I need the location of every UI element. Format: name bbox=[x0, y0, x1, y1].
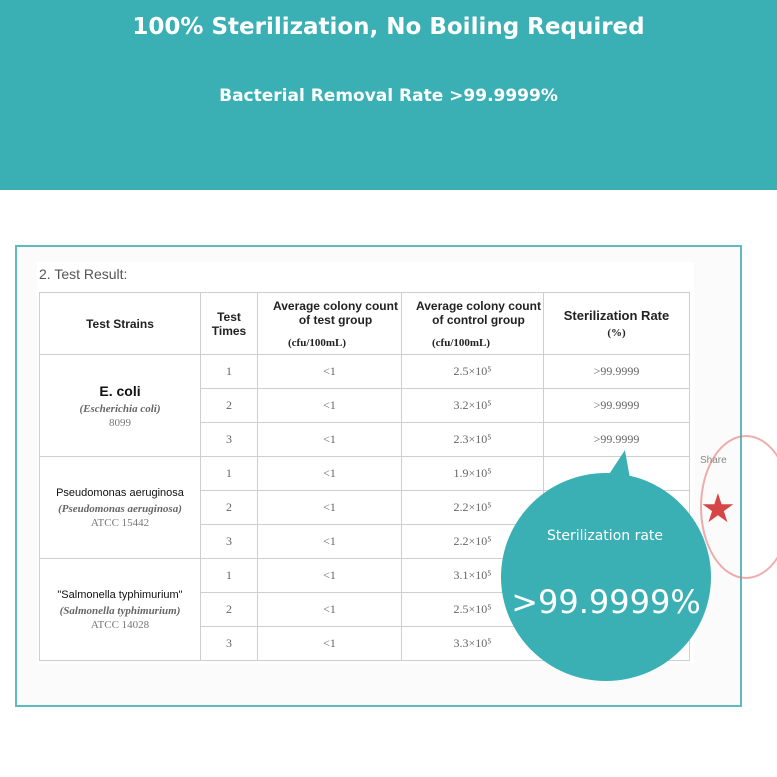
strain-cell bbox=[40, 355, 201, 457]
test-time-cell: 2 bbox=[201, 389, 258, 423]
test-time-cell: 3 bbox=[201, 627, 258, 661]
strain-name: "Salmonella typhimurium" bbox=[57, 588, 183, 601]
rate-cell: >99.9999 bbox=[544, 423, 690, 457]
header-banner bbox=[0, 0, 777, 190]
header-test-times: Test Times bbox=[201, 293, 258, 355]
test-group-cell: <1 bbox=[258, 355, 402, 389]
rate-cell: >99.9999 bbox=[544, 389, 690, 423]
rate-cell: >99.9999 bbox=[544, 355, 690, 389]
test-time-cell: 2 bbox=[201, 491, 258, 525]
share-label: Share bbox=[700, 455, 727, 466]
test-group-cell: <1 bbox=[258, 491, 402, 525]
result-heading: 2. Test Result: bbox=[39, 266, 128, 282]
test-group-cell: <1 bbox=[258, 423, 402, 457]
strain-code: ATCC 15442 bbox=[90, 516, 150, 529]
test-time-cell: 1 bbox=[201, 559, 258, 593]
table-row bbox=[40, 355, 690, 389]
header-control-group-unit: (cfu/100mL) bbox=[432, 336, 491, 349]
header-control-group-label: Average colony count of control group bbox=[416, 298, 541, 327]
header-sterilization-rate bbox=[544, 293, 690, 355]
test-time-cell: 1 bbox=[201, 457, 258, 491]
header-test-group bbox=[258, 293, 402, 355]
control-group-cell: 3.1×10⁵ bbox=[402, 559, 544, 593]
control-group-cell: 2.3×10⁵ bbox=[402, 423, 544, 457]
callout-label: Sterilization rate bbox=[546, 528, 664, 544]
header-test-group-unit: (cfu/100mL) bbox=[288, 336, 347, 349]
callout-value: >99.9999% bbox=[511, 583, 701, 621]
test-time-cell: 3 bbox=[201, 525, 258, 559]
strain-latin-name: (Salmonella typhimurium) bbox=[59, 604, 181, 617]
test-group-cell: <1 bbox=[258, 389, 402, 423]
banner-subtitle: Bacterial Removal Rate >99.9999% bbox=[219, 86, 558, 106]
control-group-cell: 2.5×10⁵ bbox=[402, 355, 544, 389]
strain-name: E. coli bbox=[99, 382, 141, 399]
strain-cell bbox=[40, 559, 201, 661]
control-group-cell: 2.5×10⁵ bbox=[402, 593, 544, 627]
strain-code: 8099 bbox=[109, 416, 131, 429]
header-rate-unit: (%) bbox=[607, 327, 626, 339]
strain-cell bbox=[40, 457, 201, 559]
star-icon: ★ bbox=[700, 487, 736, 531]
control-group-cell: 2.2×10⁵ bbox=[402, 491, 544, 525]
test-group-cell: <1 bbox=[258, 627, 402, 661]
test-group-cell: <1 bbox=[258, 559, 402, 593]
control-group-cell: 2.2×10⁵ bbox=[402, 525, 544, 559]
table-header-row bbox=[40, 293, 690, 355]
header-control-group bbox=[402, 293, 544, 355]
strain-code: ATCC 14028 bbox=[90, 618, 150, 631]
banner-title: 100% Sterilization, No Boiling Required bbox=[132, 14, 645, 40]
strain-latin-name: (Pseudomonas aeruginosa) bbox=[58, 502, 182, 515]
test-group-cell: <1 bbox=[258, 525, 402, 559]
strain-latin-name: (Escherichia coli) bbox=[79, 402, 161, 415]
control-group-cell: 3.3×10⁵ bbox=[402, 627, 544, 661]
header-rate-label: Sterilization Rate bbox=[563, 308, 670, 323]
test-time-cell: 3 bbox=[201, 423, 258, 457]
test-time-cell: 1 bbox=[201, 355, 258, 389]
strain-name: Pseudomonas aeruginosa bbox=[56, 486, 184, 499]
test-time-cell: 2 bbox=[201, 593, 258, 627]
header-test-strains: Test Strains bbox=[40, 293, 201, 355]
header-test-group-label: Average colony count of test group bbox=[273, 298, 398, 327]
test-group-cell: <1 bbox=[258, 457, 402, 491]
control-group-cell: 1.9×10⁵ bbox=[402, 457, 544, 491]
test-group-cell: <1 bbox=[258, 593, 402, 627]
callout-bubble bbox=[501, 473, 711, 681]
control-group-cell: 3.2×10⁵ bbox=[402, 389, 544, 423]
